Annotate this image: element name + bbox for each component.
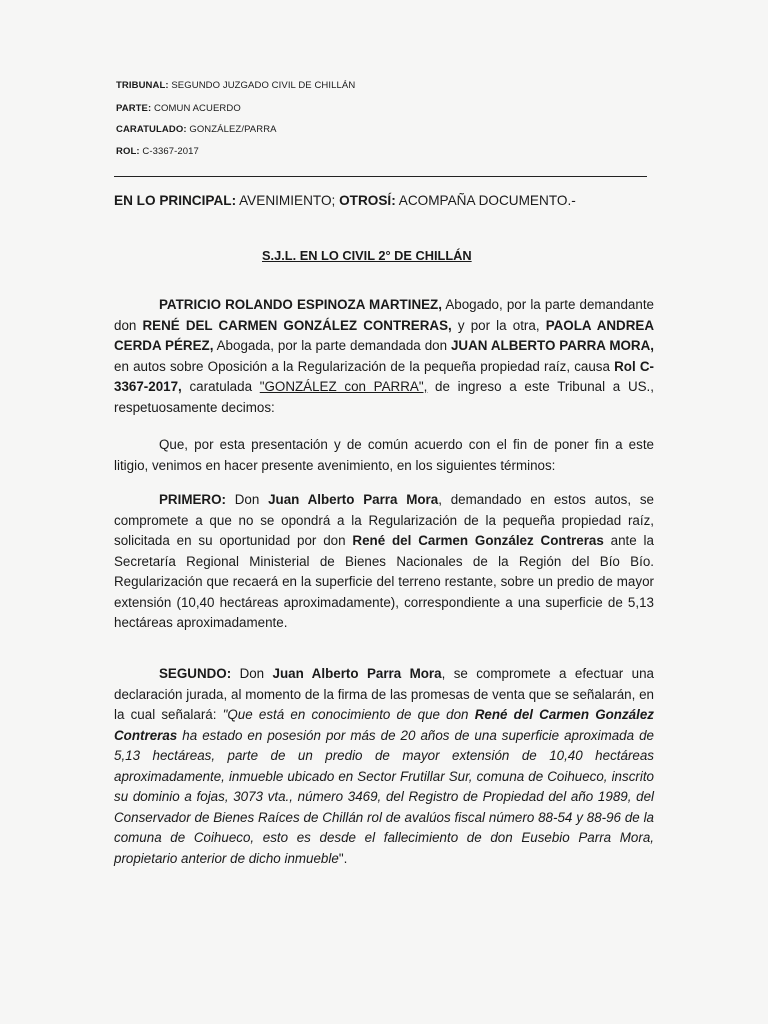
plaintiff-name: RENÉ DEL CARMEN GONZÁLEZ CONTRERAS,	[142, 317, 452, 333]
segundo-quote-2: ha estado en posesión por más de 20 años de una superficie aproximada de 5,13 hectáreas, parte de un predio de mayor extensión de 10,40 hectáreas aproximadamente, inmueble ubicado en Sector Frutillar Sur, comuna de Coihueco, inscrito su dominio a fojas, 3073 vta., número 3469, del Registro de Propiedad del año 1989, del Conservador de Bienes Raíces de Chillán rol de avalúos fiscal número 88-54 y 88-96 de la comuna de Coihueco, esto es desde el fallecimiento de don Eusebio Parra Mora, propietario anterior de dicho inmueble	[114, 727, 654, 866]
caratulado-label: CARATULADO:	[116, 124, 187, 135]
header-caratulado	[116, 124, 277, 135]
segundo-quote-end: ".	[338, 850, 348, 866]
tribunal-value: SEGUNDO JUZGADO CIVIL DE CHILLÁN	[171, 80, 356, 91]
segundo-quote-1: "Que está en conocimiento de que don	[222, 707, 475, 722]
segundo-paragraph	[114, 664, 654, 869]
que-paragraph	[114, 435, 654, 476]
case-rol: Rol C-3367-2017,	[114, 358, 654, 394]
primero-paragraph	[114, 490, 654, 634]
caratulado-value: GONZÁLEZ/PARRA	[189, 124, 277, 135]
intro-text-6: de ingreso a este Tribunal a US., respetuosamente decimos:	[114, 379, 654, 415]
lawyer-1-name: PATRICIO ROLANDO ESPINOZA MARTINEZ,	[159, 297, 442, 312]
segundo-label: SEGUNDO:	[159, 666, 232, 681]
primero-text-3: ante la Secretaría Regional Ministerial de Bienes Nacionales de la Región del Bío Bío. Regularización que recaerá en la superficie del terreno restante, sobre un predio de mayor extensión (10,40 hectáreas aproximadamente), correspondiente a una superficie de 5,13 hectáreas aproximadamente.	[114, 533, 654, 630]
que-text: Que, por esta presentación y de común acuerdo con el fin de poner fin a este litigio, venimos en hacer presente avenimiento, en los siguientes términos:	[114, 437, 654, 473]
primero-text-2: , demandado en estos autos, se compromete a que no se opondrá a la Regularización de la pequeña propiedad raíz, solicitada en su oportunidad por don	[114, 492, 654, 548]
addressee-text: S.J.L. EN LO CIVIL 2° DE CHILLÁN	[262, 248, 472, 263]
intro-text-2: y por la otra,	[451, 317, 546, 333]
suma-line	[114, 193, 576, 208]
segundo-text-2: , se compromete a efectuar una declaración jurada, al momento de la firma de las promesas de venta que se señalarán, en la cual señalará:	[114, 666, 654, 722]
parte-value: COMUN ACUERDO	[154, 103, 241, 114]
primero-text-1: Don	[225, 492, 269, 507]
otrosi-value: ACOMPAÑA DOCUMENTO.-	[398, 193, 576, 208]
intro-text-5: caratulada	[181, 379, 260, 394]
header-divider	[114, 176, 647, 177]
otrosi-label: OTROSÍ:	[339, 193, 396, 208]
lawyer-2-name: PAOLA ANDREA CERDA PÉREZ,	[114, 317, 654, 353]
header-rol	[116, 146, 199, 157]
segundo-name-2: René del Carmen González Contreras	[114, 707, 654, 743]
segundo-text-1: Don	[231, 666, 273, 681]
intro-paragraph	[114, 295, 654, 418]
defendant-name: JUAN ALBERTO PARRA MORA,	[450, 338, 654, 353]
header-tribunal	[116, 80, 355, 91]
rol-label: ROL:	[116, 146, 140, 157]
primero-label: PRIMERO:	[159, 492, 226, 507]
tribunal-label: TRIBUNAL:	[116, 80, 169, 91]
segundo-name-1: Juan Alberto Parra Mora	[272, 666, 442, 681]
principal-label: EN LO PRINCIPAL:	[114, 193, 237, 208]
case-caption: "GONZÁLEZ con PARRA",	[259, 379, 428, 394]
addressee	[0, 248, 768, 263]
primero-name-1: Juan Alberto Parra Mora	[268, 492, 439, 507]
rol-value: C-3367-2017	[142, 146, 199, 157]
primero-name-2: René del Carmen González Contreras	[352, 533, 604, 548]
header-parte	[116, 103, 241, 114]
principal-value: AVENIMIENTO;	[239, 193, 336, 208]
intro-text-3: Abogada, por la parte demandada don	[213, 338, 451, 353]
intro-text-1: Abogado, por la parte demandante don	[114, 297, 654, 333]
parte-label: PARTE:	[116, 103, 152, 114]
intro-text-4: en autos sobre Oposición a la Regularización de la pequeña propiedad raíz, causa	[114, 358, 615, 374]
